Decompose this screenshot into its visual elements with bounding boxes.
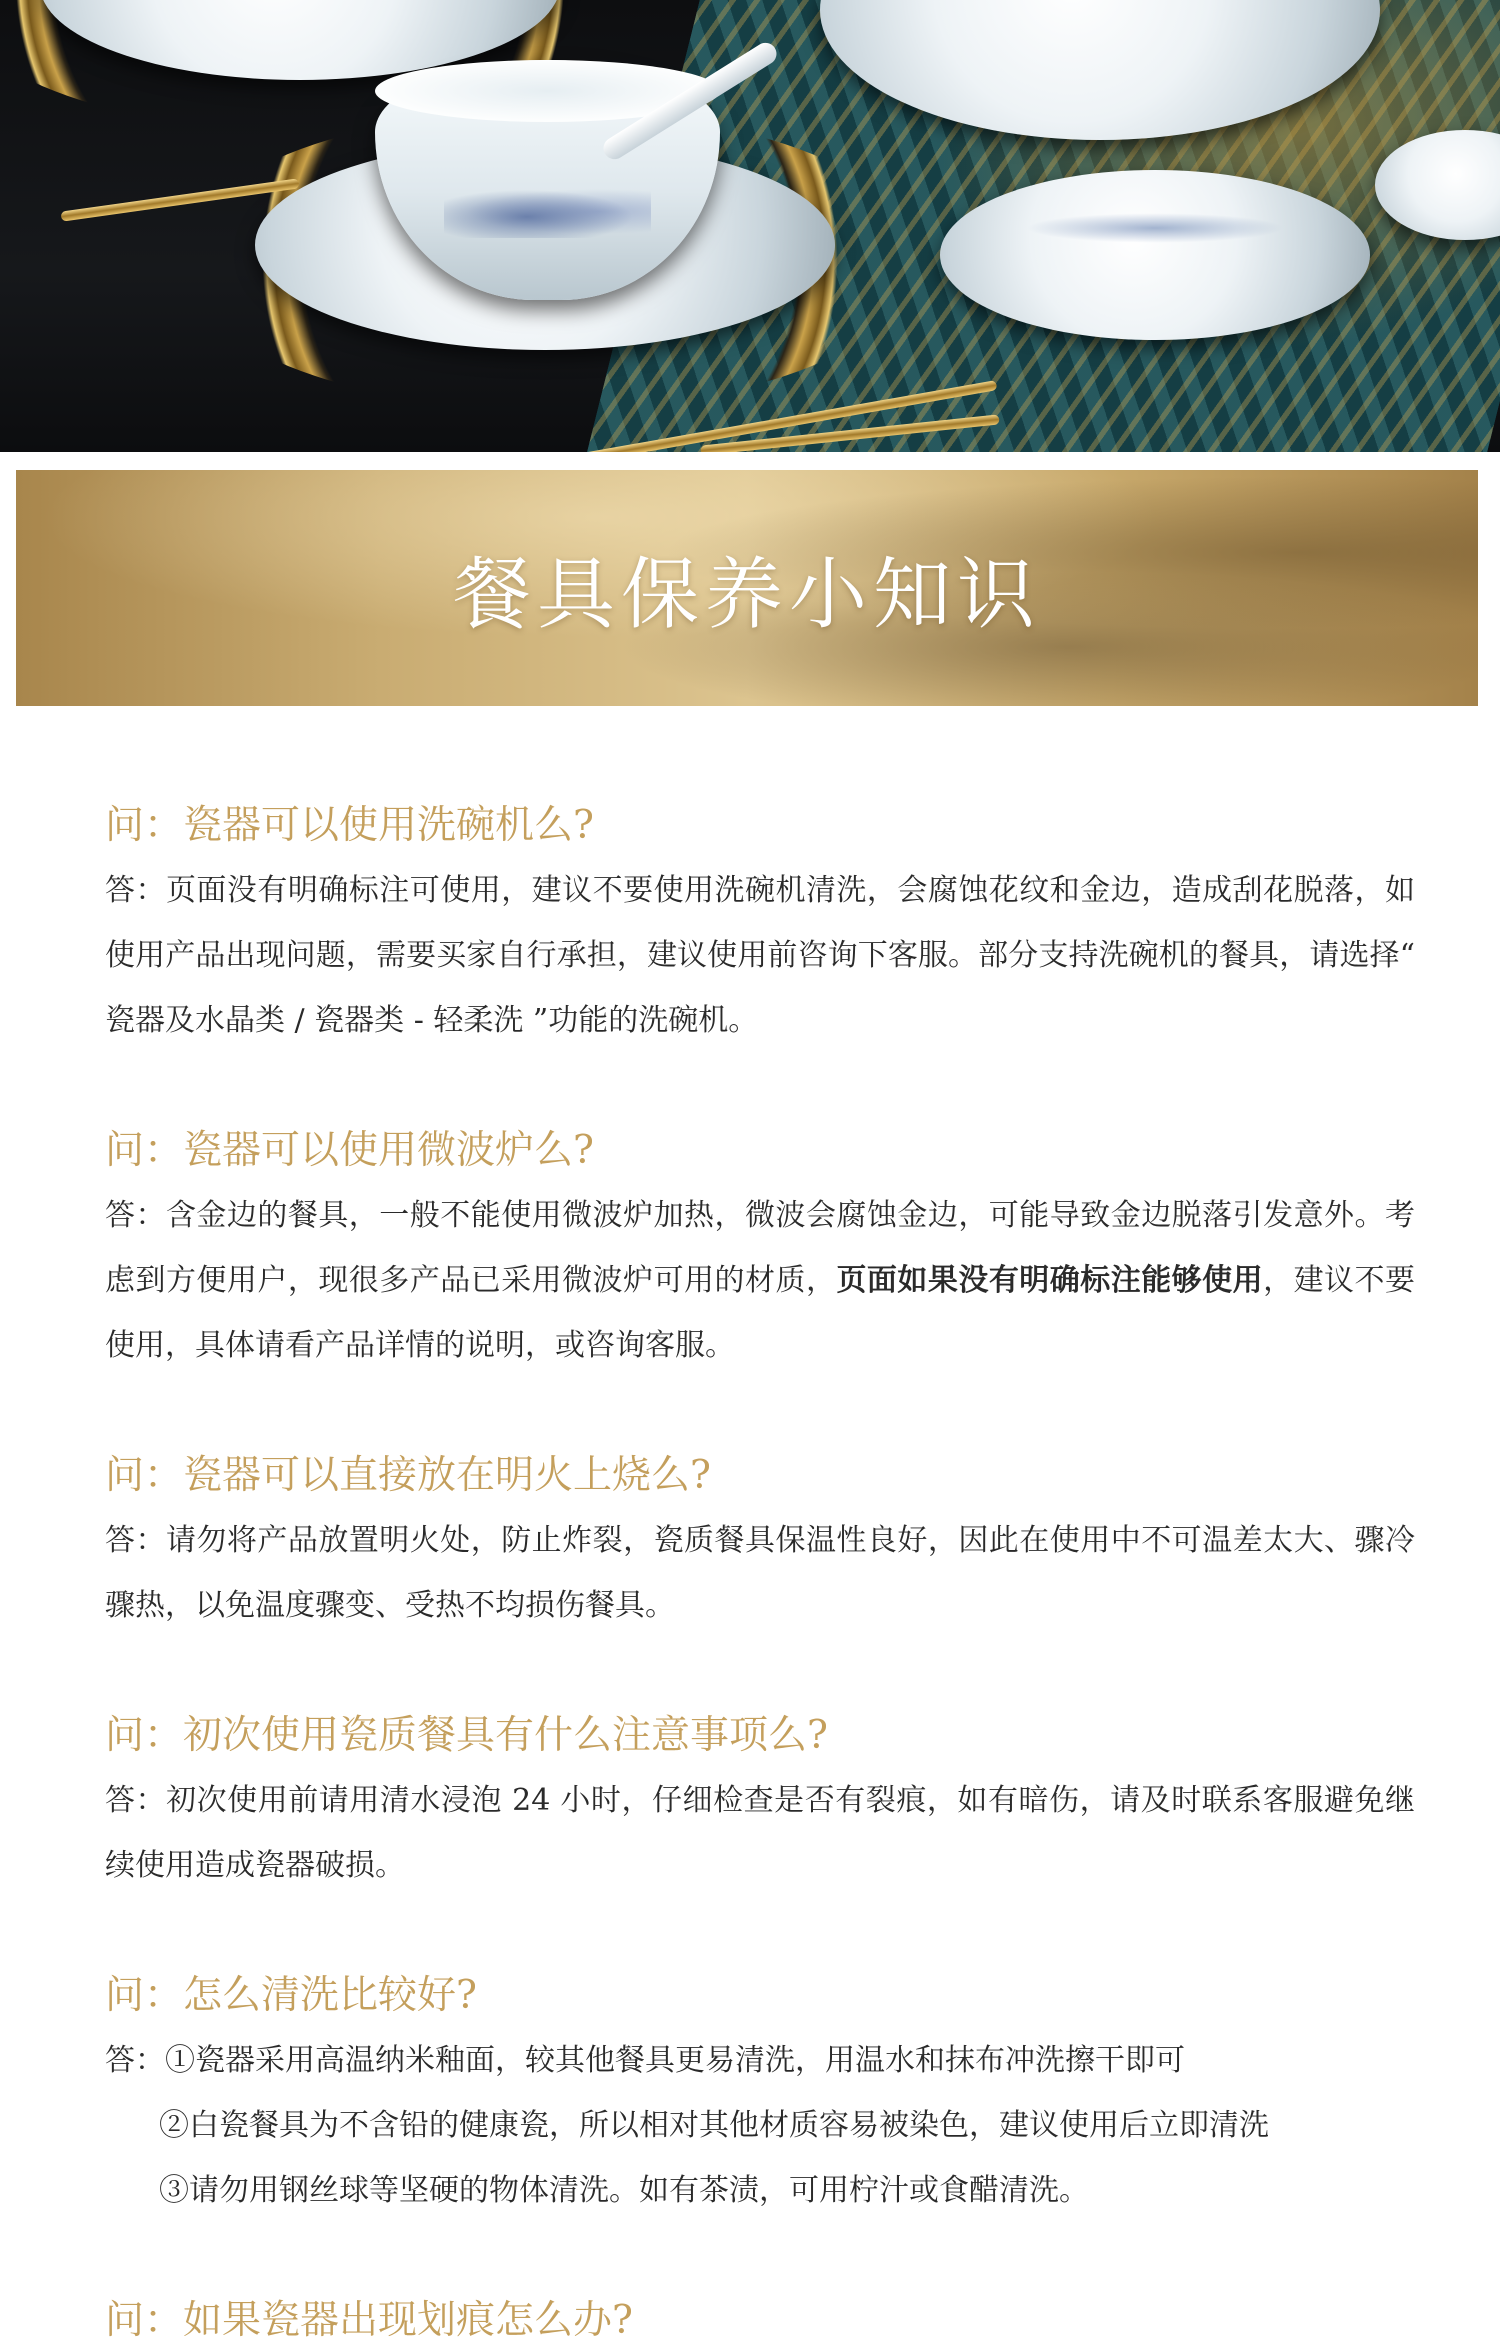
faq-answer-line: ③请勿用钢丝球等坚硬的物体清洗。如有茶渍，可用柠汁或食醋清洗。 <box>159 2173 1089 2208</box>
faq-answer: 答：初次使用前请用清水浸泡 24 小时，仔细检查是否有裂痕，如有暗伤，请及时联系客服避免继续使用造成瓷器破损。 <box>105 1783 1415 1883</box>
faq-item <box>105 1125 1415 1378</box>
hero-photo <box>0 0 1500 452</box>
faq-question: 问：初次使用瓷质餐具有什么注意事项么? <box>105 1713 828 1758</box>
faq-answer: 答：页面没有明确标注可使用，建议不要使用洗碗机清洗，会腐蚀花纹和金边，造成刮花脱落，如使用产品出现问题，需要买家自行承担，建议使用前咨询下客服。部分支持洗碗机的餐具，请选择“ 瓷器及水晶类 / 瓷器类 - 轻柔洗 ”功能的洗碗机。 <box>105 873 1415 1038</box>
faq-answer: 答：请勿将产品放置明火处，防止炸裂，瓷质餐具保温性良好，因此在使用中不可温差太大、骤冷骤热，以免温度骤变、受热不均损伤餐具。 <box>105 1523 1415 1623</box>
faq-answer-emphasis: 页面如果没有明确标注能够使用 <box>836 1263 1264 1298</box>
faq-question: 问：如果瓷器出现划痕怎么办? <box>105 2298 633 2343</box>
faq-answer <box>105 1183 1415 1378</box>
section-banner <box>16 470 1478 706</box>
faq-answer-text: ，建议不要使用，具体请看产品详情的说明，或咨询客服。 <box>105 1263 1416 1363</box>
faq-item <box>105 2295 633 2347</box>
faq-question: 问：瓷器可以使用微波炉么? <box>105 1128 594 1173</box>
faq-item <box>105 1970 1269 2223</box>
faq-answer <box>105 2028 1269 2223</box>
faq-answer-line: 答：①瓷器采用高温纳米釉面，较其他餐具更易清洗，用温水和抹布冲洗擦干即可 <box>105 2043 1185 2078</box>
faq-item <box>105 1450 1415 1638</box>
faq-item <box>105 1710 1415 1898</box>
porcelain-plate <box>940 170 1370 340</box>
faq-question: 问：怎么清洗比较好? <box>105 1973 477 2018</box>
banner-title: 餐具保养小知识 <box>452 550 1041 640</box>
faq-question: 问：瓷器可以直接放在明火上烧么? <box>105 1453 711 1498</box>
faq-item <box>105 800 1415 1053</box>
faq-answer-line: ②白瓷餐具为不含铅的健康瓷，所以相对其他材质容易被染色，建议使用后立即清洗 <box>159 2108 1269 2143</box>
faq-answer-text: 答：含金边的餐具，一般不能使用微波炉加热，微波会腐蚀金边，可能导致金边脱落引发意外。考虑到方便用户，现很多产品已采用微波炉可用的材质， <box>105 1198 1415 1298</box>
faq-question: 问：瓷器可以使用洗碗机么? <box>105 803 594 848</box>
